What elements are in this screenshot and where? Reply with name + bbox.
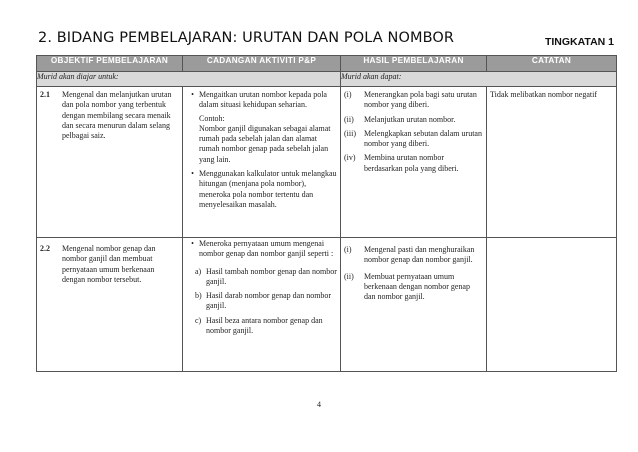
header-objective: OBJEKTIF PEMBELAJARAN bbox=[37, 56, 183, 72]
sub-marker: b) bbox=[195, 291, 202, 301]
header-outcomes: HASIL PEMBELAJARAN bbox=[341, 56, 487, 72]
outcome-text: Membuat pernyataan umum berkenaan dengan nombor genap dan nombor ganjil. bbox=[364, 271, 470, 302]
sub-text: Hasil beza antara nombor genap dan nombor ganjil. bbox=[206, 315, 323, 336]
list-item bbox=[344, 115, 483, 125]
table-row bbox=[37, 238, 617, 372]
outcome-cell bbox=[341, 87, 487, 238]
outcome-marker: (ii) bbox=[344, 114, 354, 124]
outcome-marker: (iv) bbox=[344, 153, 356, 163]
sub-marker: c) bbox=[195, 315, 202, 325]
list-item bbox=[195, 267, 337, 288]
list-item bbox=[195, 291, 337, 312]
bullet-icon: • bbox=[191, 90, 194, 99]
example-label: Contoh: bbox=[199, 113, 225, 123]
list-item bbox=[195, 316, 337, 337]
note-text: Tidak melibatkan nombor negatif bbox=[490, 90, 598, 99]
activity-text: Menggunakan kalkulator untuk melangkau hitungan (menjana pola nombor), meneroka pola nombor tertentu dan menyelesaikan masalah. bbox=[199, 169, 337, 209]
outcome-marker: (i) bbox=[344, 245, 352, 254]
activity-text: Mengaitkan urutan nombor kepada pola dalam situasi kehidupan seharian. bbox=[199, 90, 327, 110]
bullet-icon: • bbox=[191, 239, 194, 248]
example-text: Nombor ganjil digunakan sebagai alamat rumah pada sebelah jalan dan alamat rumah nombor genap pada sebelah jalan yang lain. bbox=[199, 123, 331, 164]
objective-text: Mengenal dan melanjutkan urutan dan pola nombor yang terbentuk dengan membilang secara menaik dan secara menurun dalam selang pelbagai saiz. bbox=[62, 90, 172, 141]
activity-cell bbox=[183, 238, 341, 372]
outcome-marker: (ii) bbox=[344, 271, 354, 281]
outcome-text: Mengenal pasti dan menghuraikan nombor genap dan nombor ganjil. bbox=[364, 245, 475, 265]
bullet-icon: • bbox=[191, 169, 194, 179]
note-cell bbox=[487, 87, 617, 238]
objective-number: 2.1 bbox=[40, 90, 50, 99]
level-label: TINGKATAN 1 bbox=[544, 36, 614, 48]
list-item bbox=[344, 153, 483, 174]
list-item bbox=[344, 129, 483, 150]
objective-text: Mengenal nombor genap dan nombor ganjil dan membuat pernyataan umum berkenaan dengan nombor tersebut. bbox=[62, 244, 156, 284]
objective-number: 2.2 bbox=[40, 244, 50, 253]
list-item bbox=[344, 90, 483, 111]
sub-marker: a) bbox=[195, 266, 202, 276]
header-notes: CATATAN bbox=[487, 56, 617, 72]
table-row bbox=[37, 87, 617, 238]
activity-text: Meneroka pernyataan umum mengenai nombor genap dan nombor ganjil seperti : bbox=[199, 239, 334, 259]
subheader-left: Murid akan diajar untuk: bbox=[37, 72, 341, 87]
objective-cell bbox=[37, 87, 183, 238]
sub-text: Hasil tambah nombor genap dan nombor ganjil. bbox=[206, 266, 337, 286]
outcome-cell bbox=[341, 238, 487, 372]
subheader-row bbox=[37, 72, 617, 87]
header-activities: CADANGAN AKTIVITI P&P bbox=[183, 56, 341, 72]
outcome-marker: (i) bbox=[344, 90, 352, 99]
header-row bbox=[37, 56, 617, 72]
outcome-text: Melanjutkan urutan nombor. bbox=[364, 114, 456, 124]
list-item bbox=[186, 90, 337, 165]
list-item bbox=[344, 245, 483, 266]
page-number: 4 bbox=[317, 400, 321, 409]
list-item bbox=[186, 239, 337, 260]
activity-cell bbox=[183, 87, 341, 238]
outcome-marker: (iii) bbox=[344, 128, 356, 138]
outcome-text: Membina urutan nombor berdasarkan pola yang diberi. bbox=[364, 153, 459, 173]
outcome-text: Menerangkan pola bagi satu urutan nombor yang diberi. bbox=[364, 90, 477, 110]
outcome-text: Melengkapkan sebutan dalam urutan nombor yang diberi. bbox=[364, 128, 482, 149]
sub-text: Hasil darab nombor genap dan nombor ganjil. bbox=[206, 291, 332, 311]
page-title: 2. BIDANG PEMBELAJARAN: URUTAN DAN POLA NOMBOR bbox=[38, 30, 455, 46]
list-item bbox=[344, 272, 483, 303]
subheader-right: Murid akan dapat: bbox=[341, 72, 617, 87]
note-cell bbox=[487, 238, 617, 372]
list-item bbox=[186, 169, 337, 210]
objective-cell bbox=[37, 238, 183, 372]
syllabus-table bbox=[36, 55, 617, 372]
